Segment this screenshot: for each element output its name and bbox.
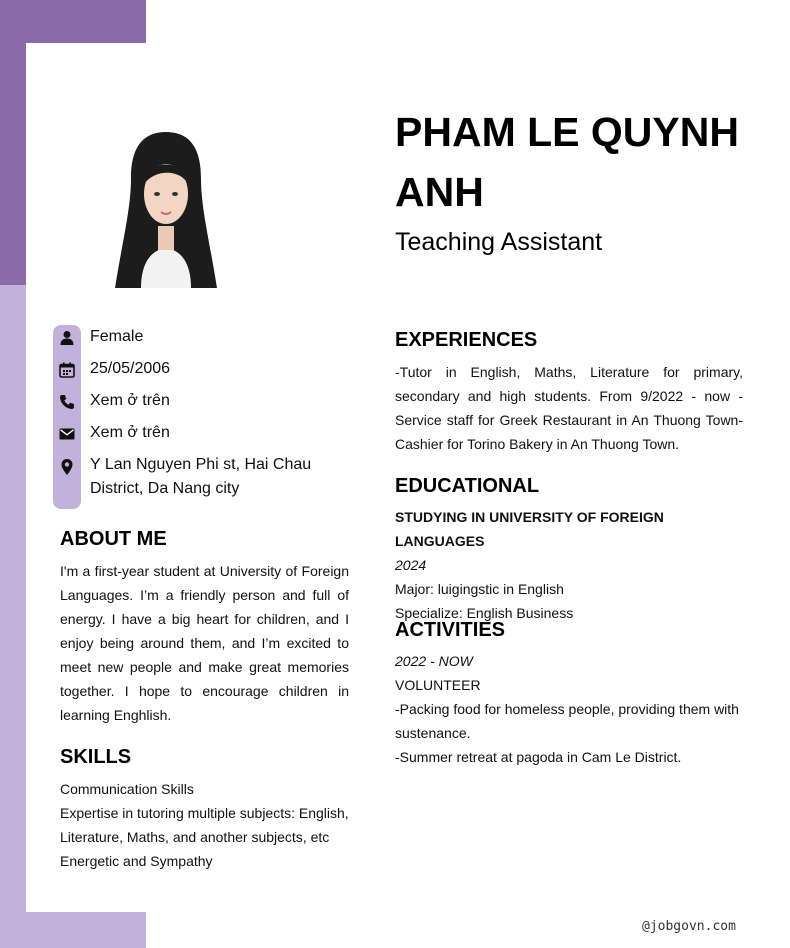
activity-item: -Packing food for homeless people, providing them with sustenance.: [395, 701, 739, 741]
about-heading: ABOUT ME: [60, 528, 167, 550]
education-school: STUDYING IN UNIVERSITY OF FOREIGN LANGUAGES: [395, 509, 664, 549]
calendar-icon: [58, 361, 76, 379]
activities-block: [395, 649, 747, 769]
candidate-role: Teaching Assistant: [395, 228, 603, 256]
contact-address: Y Lan Nguyen Phi st, Hai Chau District, Da Nang city: [90, 456, 312, 497]
experiences-heading: EXPERIENCES: [395, 329, 538, 351]
skills-list: [60, 777, 360, 873]
skill-item: Expertise in tutoring multiple subjects: English, Literature, Maths, and another subjects, etc: [60, 805, 349, 845]
profile-photo: [111, 128, 221, 288]
skills-heading: SKILLS: [60, 746, 132, 768]
footer-credit: @jobgovn.com: [642, 919, 736, 934]
mail-icon: [58, 425, 76, 443]
about-text: I'm a first-year student at University of Foreign Languages. I’m a friendly person and full of energy. I have a big heart for children, and I enjoy being around them, and I’m excited to meet new people and make great memories together. I hope to encourage children in learning Enghlish.: [60, 563, 349, 723]
contact-gender: Female: [90, 328, 144, 345]
contact-birthdate: 25/05/2006: [90, 360, 171, 377]
education-major: Major: luigingstic in English: [395, 581, 564, 597]
contact-email: Xem ở trên: [90, 424, 170, 441]
contact-phone: Xem ở trên: [90, 392, 170, 409]
education-year: 2024: [395, 557, 427, 573]
skill-item: Energetic and Sympathy: [60, 853, 213, 869]
activities-period: 2022 - NOW: [395, 653, 473, 669]
experiences-text: -Tutor in English, Maths, Literature for primary, secondary and high students. From 9/2022 - now -Service staff for Greek Restaurant in An Thuong Town-Cashier for Torino Bakery in An Thuong Town.: [395, 364, 743, 452]
skill-item: Communication Skills: [60, 781, 194, 797]
activity-item: -Summer retreat at pagoda in Cam Le District.: [395, 749, 682, 765]
phone-icon: [58, 393, 76, 411]
activities-heading: ACTIVITIES: [395, 619, 506, 641]
location-icon: [58, 458, 76, 476]
candidate-name: PHAM LE QUYNH ANH: [395, 109, 739, 215]
person-icon: [58, 329, 76, 347]
education-block: [395, 505, 755, 625]
contact-icon-bar: [53, 325, 81, 509]
education-specialize: Specialize: English Business: [395, 605, 574, 621]
education-heading: EDUCATIONAL: [395, 475, 540, 497]
activities-title: VOLUNTEER: [395, 677, 481, 693]
